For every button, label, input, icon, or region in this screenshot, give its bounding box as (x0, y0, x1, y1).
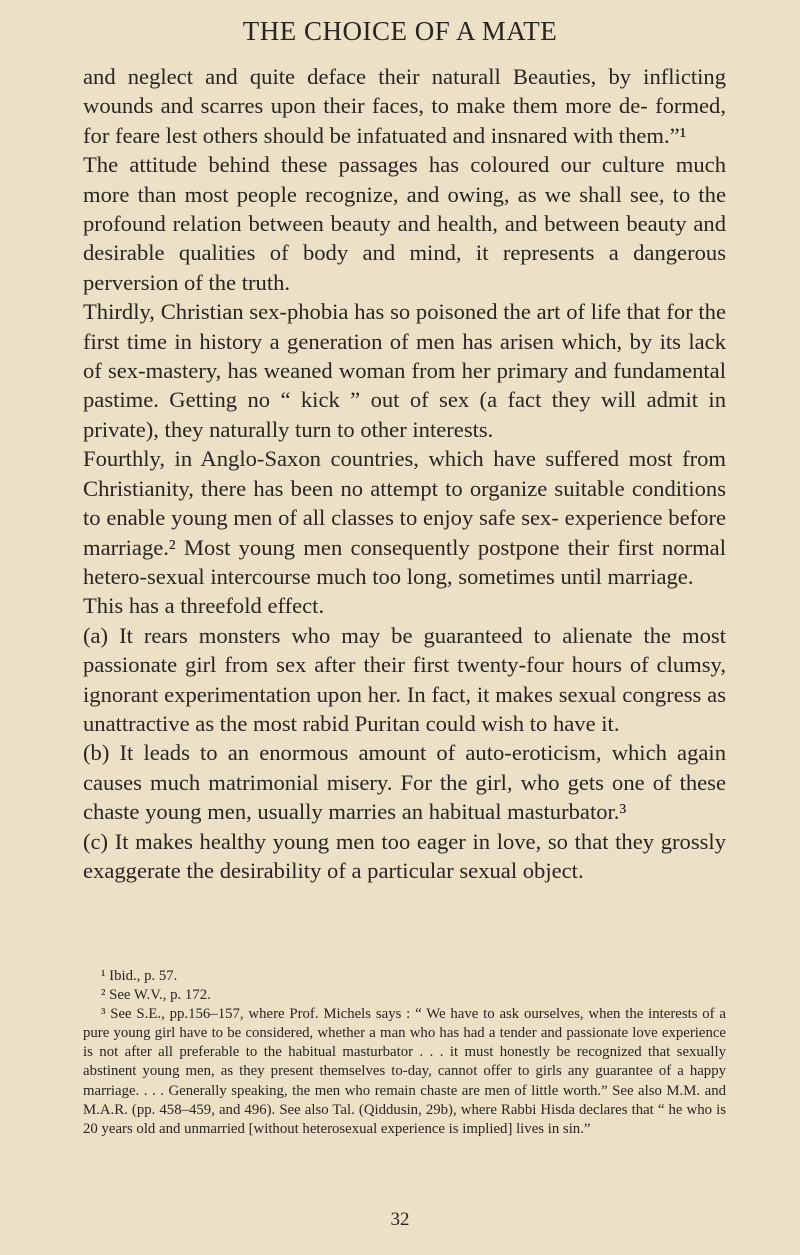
body-text (83, 62, 726, 885)
footnote-2: ² See W.V., p. 172. (101, 987, 211, 1004)
page-number: 32 (390, 1209, 410, 1230)
paragraph-1: and neglect and quite deface their naturall Beauties, by inflicting wounds and scarres upon their faces, to make them more de- formed, for feare lest others should be infatuated and insnared with them.”¹ (83, 64, 726, 148)
paragraph-6: (a) It rears monsters who may be guaranteed to alienate the most passionate girl from sex after their first twenty-four hours of clumsy, ignorant experimentation upon her. In fact, it makes sexual congress as unattractive as the most rabid Puritan could wish to have it. (83, 622, 726, 736)
paragraph-8: (c) It makes healthy young men too eager in love, so that they grossly exaggerate the desirability of a particular sexual object. (83, 828, 726, 883)
paragraph-4: Fourthly, in Anglo-Saxon countries, which have suffered most from Christianity, there has been no attempt to organize suitable conditions to enable young men of all classes to enjoy safe sex- experience before marriage.² Most young men consequently postpone their first normal hetero-sexual intercourse much too long, sometimes until marriage. (83, 446, 726, 589)
paragraph-3: Thirdly, Christian sex-phobia has so poisoned the art of life that for the first time in history a generation of men has arisen which, by its lack of sex-mastery, has weaned woman from her primary and fundamental pastime. Getting no “ kick ” out of sex (a fact they will admit in private), they naturally turn to other interests. (83, 299, 726, 442)
footnotes (83, 967, 726, 1139)
paragraph-7: (b) It leads to an enormous amount of auto-eroticism, which again causes much matrimonial misery. For the girl, who gets one of these chaste young men, usually marries an habitual masturbator.³ (83, 740, 726, 825)
paragraph-5: This has a threefold effect. (83, 593, 325, 619)
running-head: THE CHOICE OF A MATE (242, 16, 558, 46)
paragraph-2: The attitude behind these passages has coloured our culture much more than most people recognize, and owing, as we shall see, to the profound relation between beauty and health, and between beauty and desirable qualities of body and mind, it represents a dangerous perversion of the truth. (83, 152, 726, 295)
footnote-3: ³ See S.E., pp.156–157, where Prof. Michels says : “ We have to ask ourselves, when the interests of a pure young girl have to be considered, whether a man who has had a tender and passionate love experience is not after all preferable to the habitual masturbator . . . it must honestly be recognized that sexually abstinent young men, as they present themselves to-day, cannot offer to girls any guarantee of a happy marriage. . . . Generally speaking, the men who remain chaste are men of little worth.” See also M.M. and M.A.R. (pp. 458–459, and 496). See also Tal. (Qiddusin, 29b), where Rabbi Hisda declares that “ he who is 20 years old and unmarried [without heterosexual experience is implied] lives in sin.” (83, 1006, 726, 1137)
footnote-1: ¹ Ibid., p. 57. (101, 968, 178, 984)
